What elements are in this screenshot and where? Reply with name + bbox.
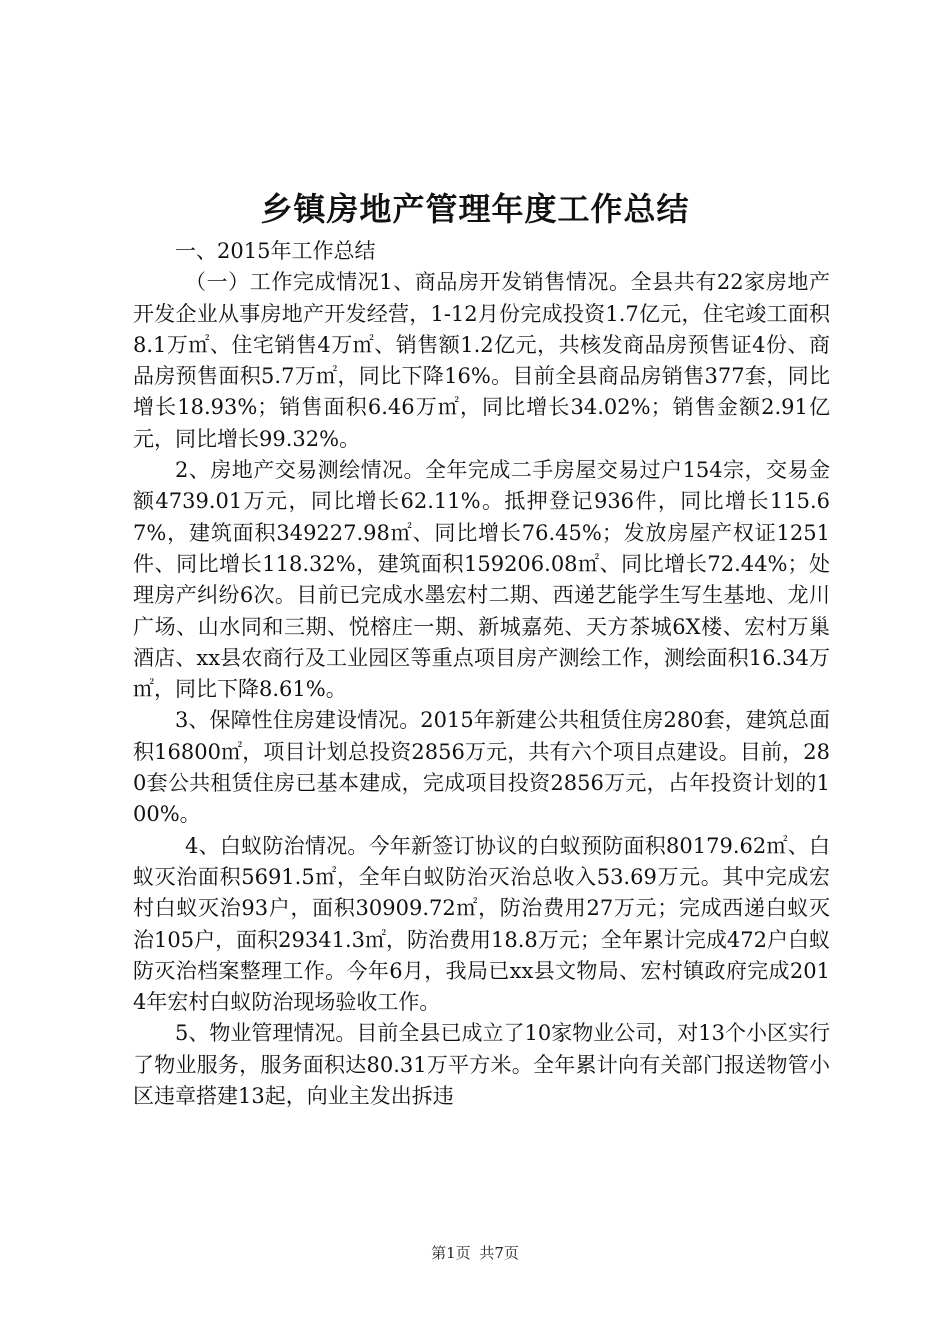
paragraph-transactions: 2、房地产交易测绘情况。全年完成二手房屋交易过户154宗，交易金额4739.01万元，同比增长62.11%。抵押登记936件，同比增长115.67%，建筑面积349227.98㎡、同比增长76.45%；发放房屋产权证1251件、同比增长118.32%，建筑面积159206.08㎡、同比增长72.44%；处理房产纠纷6次。目前已完成水墨宏村二期、西递艺能学生写生基地、龙川广场、山水同和三期、悦榕庄一期、新城嘉苑、天方茶城6X楼、宏村万巢酒店、xx县农商行及工业园区等重点项目房产测绘工作，测绘面积16.34万㎡，同比下降8.61%。 (133, 458, 830, 702)
page-footer (0, 1243, 950, 1263)
document-title: 乡镇房地产管理年度工作总结 (260, 190, 690, 228)
page-number: 第1页 (431, 1244, 471, 1262)
paragraph-housing: 3、保障性住房建设情况。2015年新建公共租赁住房280套，建筑总面积16800㎡，项目计划总投资2856万元，共有六个项目点建设。目前，280套公共租赁住房已基本建成，完成项目投资2856万元，占年投资计划的100%。 (133, 708, 830, 827)
paragraph-property: 5、物业管理情况。目前全县已成立了10家物业公司，对13个小区实行了物业服务，服务面积达80.31万平方米。全年累计向有关部门报送物管小区违章搭建13起，向业主发出拆违 (133, 1021, 830, 1109)
page-total: 共7页 (479, 1244, 519, 1262)
section-heading: 一、2015年工作总结 (175, 239, 376, 263)
document-body (133, 236, 830, 1112)
paragraph-sales: （一）工作完成情况1、商品房开发销售情况。全县共有22家房地产开发企业从事房地产开发经营，1-12月份完成投资1.7亿元，住宅竣工面积8.1万㎡、住宅销售4万㎡、销售额1.2亿元，共核发商品房预售证4份、商品房预售面积5.7万㎡，同比下降16%。目前全县商品房销售377套，同比增长18.93%；销售面积6.46万㎡，同比增长34.02%；销售金额2.91亿元，同比增长99.32%。 (133, 270, 830, 451)
paragraph-termite: 4、白蚁防治情况。今年新签订协议的白蚁预防面积80179.62㎡、白蚁灭治面积5691.5㎡，全年白蚁防治灭治总收入53.69万元。其中完成宏村白蚁灭治93户，面积30909.72㎡，防治费用27万元；完成西递白蚁灭治105户，面积29341.3㎡，防治费用18.8万元；全年累计完成472户白蚁防灭治档案整理工作。今年6月，我局已xx县文物局、宏村镇政府完成2014年宏村白蚁防治现场验收工作。 (133, 833, 830, 1015)
